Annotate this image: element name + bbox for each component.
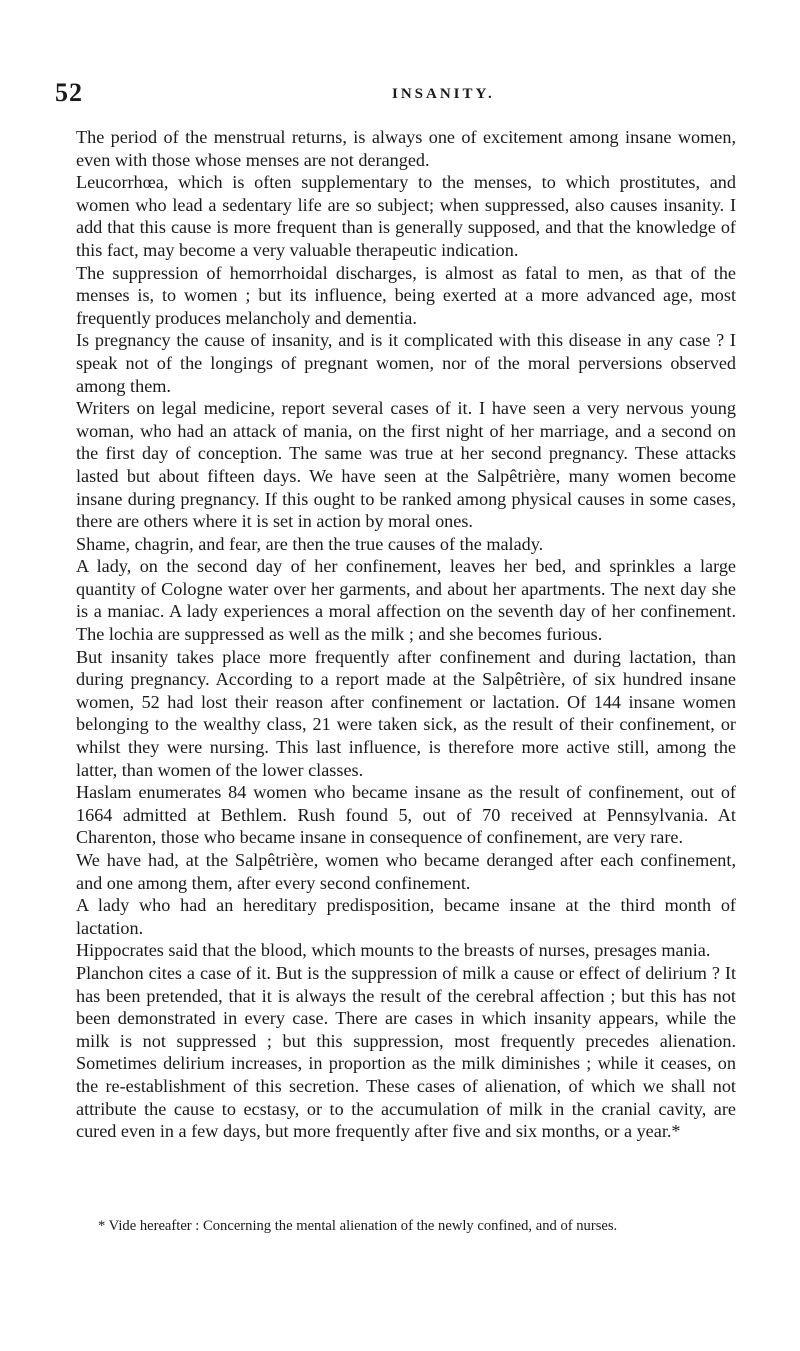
paragraph: Is pregnancy the cause of insanity, and is it complicated with this disease in any case ? I speak not of the longings of pregnant women, nor of the moral perversions observed among them. xyxy=(76,330,736,396)
paragraph: We have had, at the Salpêtrière, women who became deranged after each confinement, and one among them, after every second confinement. xyxy=(76,850,736,893)
footnote xyxy=(76,1217,736,1235)
running-head: INSANITY. xyxy=(392,86,495,102)
paragraph: The suppression of hemorrhoidal discharges, is almost as fatal to men, as that of the menses is, to women ; but its influence, being exerted at a more advanced age, most frequently produces melancholy and dementia. xyxy=(76,262,736,328)
paragraph: Shame, chagrin, and fear, are then the true causes of the malady. xyxy=(76,533,544,554)
paragraph: Writers on legal medicine, report several cases of it. I have seen a very nervous young woman, who had an attack of mania, on the first night of her marriage, and a second on the first day of conception. The same was true at her second pregnancy. These attacks lasted but about fifteen days. We have seen at the Salpêtrière, many women become insane during pregnancy. If this ought to be ranked among physical causes in some cases, there are others where it is set in action by moral ones. xyxy=(76,398,736,532)
body-text xyxy=(76,126,736,1143)
paragraph: A lady, on the second day of her confinement, leaves her bed, and sprinkles a large quantity of Cologne water over her garments, and about her apartments. The next day she is a maniac. A lady experiences a moral affection on the seventh day of her confinement. The lochia are suppressed as well as the milk ; and she becomes furious. xyxy=(76,556,736,645)
page-header xyxy=(55,78,745,108)
paragraph: Planchon cites a case of it. But is the suppression of milk a cause or effect of delirium ? It has been pretended, that it is always the result of the cerebral affection ; but this has not been demonstrated in every case. There are cases in which insanity appears, while the milk is not suppressed ; but this suppression, most frequently precedes alienation. Sometimes delirium increases, in proportion as the milk diminishes ; while it ceases, on the re-establishment of this secretion. These cases of alienation, of which we shall not attribute the cause to ecstasy, or to the accumulation of milk in the cranial cavity, are cured even in a few days, but more frequently after five and six months, or a year.* xyxy=(76,962,736,1142)
paragraph: Hippocrates said that the blood, which mounts to the breasts of nurses, presages mania. xyxy=(76,940,711,961)
page-number: 52 xyxy=(55,78,83,107)
paragraph: Leucorrhœa, which is often supplementary to the menses, to which prostitutes, and women who lead a sedentary life are so subject; when suppressed, also causes insanity. I add that this cause is more frequent than is generally supposed, and that the knowledge of this fact, may become a very valuable therapeutic indication. xyxy=(76,172,736,260)
paragraph: The period of the menstrual returns, is always one of excitement among insane women, even with those whose menses are not deranged. xyxy=(76,127,736,170)
paragraph: But insanity takes place more frequently after confinement and during lactation, than during pregnancy. According to a report made at the Salpêtrière, of six hundred insane women, 52 had lost their reason after confinement or lactation. Of 144 insane women belonging to the wealthy class, 21 were taken sick, as the result of their confinement, or whilst they were nursing. This last influence, is therefore more active still, among the latter, than women of the lower classes. xyxy=(76,646,736,780)
footnote-text: * Vide hereafter : Concerning the mental alienation of the newly confined, and of nurses. xyxy=(98,1218,618,1234)
paragraph: A lady who had an hereditary predisposition, became insane at the third month of lactation. xyxy=(76,895,736,938)
paragraph: Haslam enumerates 84 women who became insane as the result of confinement, out of 1664 admitted at Bethlem. Rush found 5, out of 70 received at Pennsylvania. At Charenton, those who became insane in consequence of confinement, are very rare. xyxy=(76,782,736,848)
